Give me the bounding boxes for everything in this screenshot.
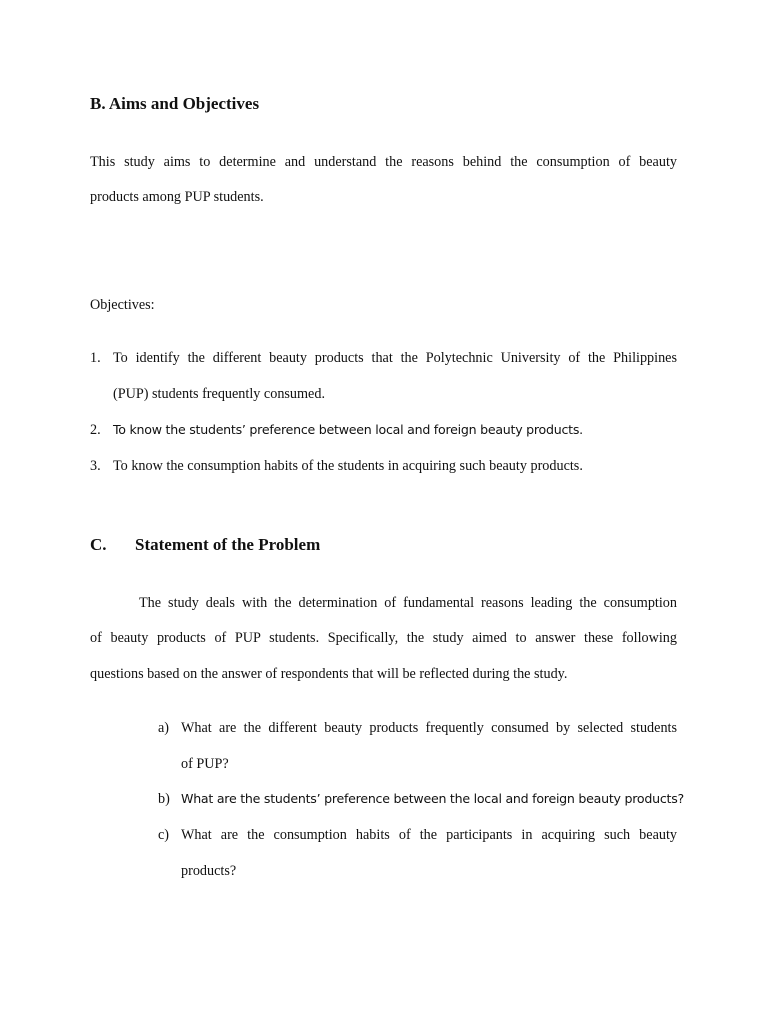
objective-2-line-1: To know the students’ preference between local and foreign beauty products.: [113, 422, 583, 437]
question-c-line-1: What are the consumption habits of the participants in acquiring such beauty: [181, 827, 677, 843]
section-c-paragraph-line-2: of beauty products of PUP students. Specifically, the study aimed to answer these following: [90, 630, 677, 646]
section-b-heading: B. Aims and Objectives: [90, 94, 260, 113]
question-c-line-2: products?: [181, 863, 237, 879]
section-c-heading-letter: C.: [90, 535, 107, 554]
question-c-marker: c): [158, 827, 170, 843]
objective-1-line-2: (PUP) students frequently consumed.: [113, 386, 325, 402]
question-a-marker: a): [158, 720, 170, 736]
question-a-line-2: of PUP?: [181, 756, 229, 772]
objectives-label: Objectives:: [90, 297, 155, 313]
question-a-line-1: What are the different beauty products frequently consumed by selected students: [181, 720, 677, 736]
section-c-heading-title: Statement of the Problem: [135, 535, 321, 554]
section-b-paragraph-line-1: This study aims to determine and understand the reasons behind the consumption of beauty: [90, 154, 677, 170]
objective-1-marker: 1.: [90, 350, 101, 366]
section-b-paragraph-line-2: products among PUP students.: [90, 189, 264, 205]
question-b-marker: b): [158, 791, 170, 807]
objective-3-line-1: To know the consumption habits of the students in acquiring such beauty products.: [113, 458, 583, 474]
section-c-paragraph-line-3: questions based on the answer of respondents that will be reflected during the study.: [90, 666, 568, 682]
objective-1-line-1: To identify the different beauty products that the Polytechnic University of the Philippines: [113, 350, 677, 366]
objective-3-marker: 3.: [90, 458, 101, 474]
question-b-line-1: What are the students’ preference between the local and foreign beauty products?: [181, 791, 684, 806]
objective-2-marker: 2.: [90, 422, 101, 438]
section-c-paragraph-line-1: The study deals with the determination of fundamental reasons leading the consumption: [139, 595, 677, 611]
